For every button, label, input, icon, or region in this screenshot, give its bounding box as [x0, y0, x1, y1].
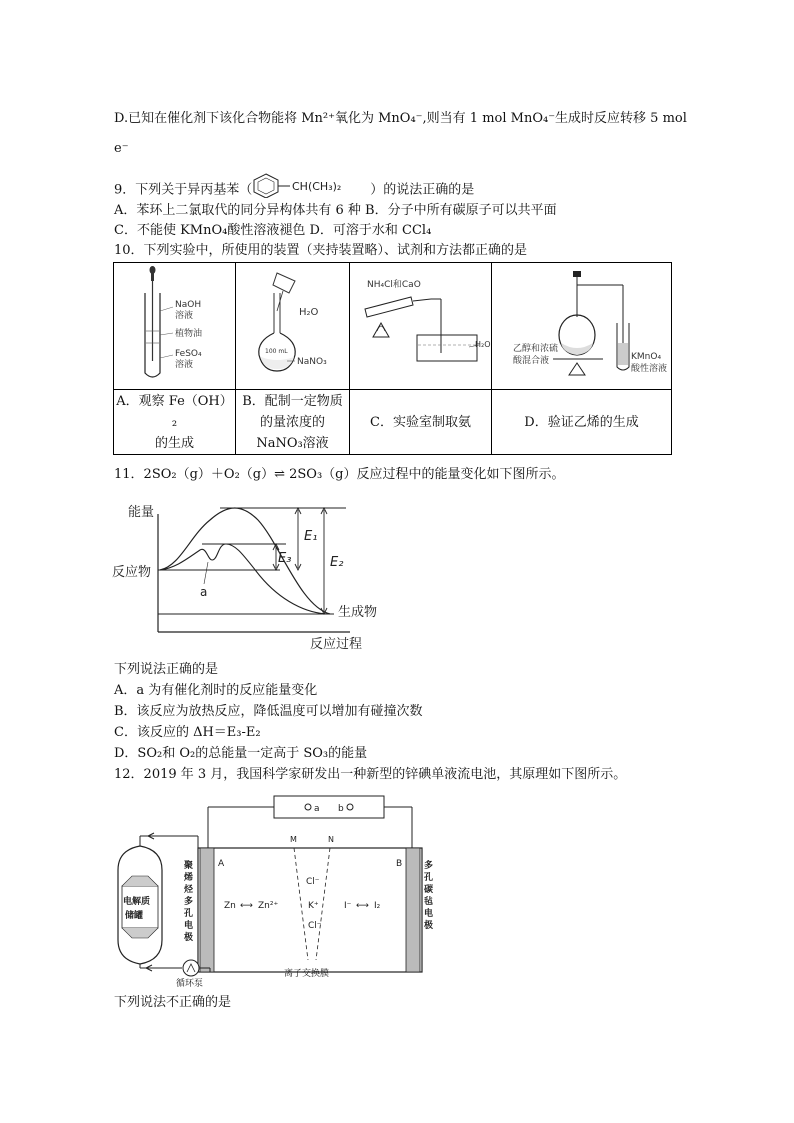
q10-caption-b-l1: B．配制一定物质	[242, 393, 343, 409]
q9-stem	[114, 178, 474, 202]
reactant-label: 反应物	[112, 565, 152, 580]
q9-stem-after: ）的说法正确的是	[370, 182, 475, 198]
q11-option-d: D．SO₂和 O₂的总能量一定高于 SO₃的能量	[114, 746, 368, 761]
q9-option-cd: C．不能使 KMnO₄酸性溶液褪色 D．可溶于水和 CCl₄	[114, 223, 432, 238]
fig-a-feso4-2: 溶液	[174, 360, 193, 370]
uncatalyzed-curve	[160, 508, 330, 614]
svg-text:⟷: ⟷	[240, 901, 253, 911]
q9-stem-before: 9．下列关于异丙基苯（	[114, 182, 253, 198]
svg-text:极: 极	[184, 933, 194, 943]
membrane-left	[294, 848, 308, 960]
q11-option-c: C．该反应的 ΔH＝E₃-E₂	[114, 725, 261, 740]
svg-text:孔: 孔	[184, 909, 194, 919]
x-axis-label: 反应过程	[310, 637, 363, 652]
fig-a-naoh-2: 溶液	[174, 311, 193, 321]
pump-label: 循环泵	[176, 979, 204, 988]
fig-b-water: H₂O	[298, 307, 318, 318]
isopropylbenzene-structure	[252, 172, 370, 196]
q8-option-d-cont: e⁻	[114, 141, 129, 156]
q10-caption-c-l1: C．实验室制取氨	[370, 414, 471, 430]
q10-caption-b-l2: 的量浓度的	[259, 414, 325, 430]
species-k: K⁺	[308, 901, 319, 911]
q11-option-a: A．a 为有催化剂时的反应能量变化	[114, 683, 318, 698]
fig-b-nano3: NaNO₃	[296, 357, 327, 367]
fig-d-mix: 乙醇和浓硫	[512, 344, 558, 354]
q10-table	[113, 262, 672, 455]
species-zn: Zn	[224, 901, 236, 911]
q10-fig-b-volumetric-flask	[237, 263, 349, 385]
svg-text:聚: 聚	[184, 861, 194, 871]
left-electrode	[200, 848, 214, 972]
q10-fig-d-cell	[492, 263, 672, 390]
svg-text:极: 极	[424, 921, 434, 931]
terminal-b: b	[338, 804, 344, 814]
q12-battery-diagram	[110, 790, 450, 988]
svg-text:孔: 孔	[424, 873, 434, 883]
q10-caption-a	[114, 390, 236, 455]
right-electrode	[406, 848, 420, 972]
svg-text:电: 电	[184, 921, 194, 931]
q9-option-ab: A．苯环上二氯取代的同分异构体共有 6 种 B．分子中所有碳原子可以共平面	[114, 203, 557, 218]
fig-d-kmno4: KMnO₄	[630, 352, 661, 362]
q10-caption-a-l1: A．观察 Fe（OH）₂	[116, 393, 233, 430]
q10-fig-d-ethylene-apparatus	[493, 263, 671, 385]
q10-caption-c	[350, 390, 492, 455]
species-cl-minus: Cl⁻	[306, 877, 320, 887]
species-iodine: I₂	[374, 901, 381, 911]
species-cl2: Cl⁻	[308, 921, 322, 931]
svg-text:电: 电	[424, 909, 434, 919]
q11-option-b: B．该反应为放热反应，降低温度可以增加有碰撞次数	[114, 704, 423, 719]
q8-option-d: D.已知在催化剂下该化合物能将 Mn²⁺氧化为 MnO₄⁻,则当有 1 mol MnO₄⁻生成时反应转移 5 mol	[114, 111, 687, 126]
tank-label-1: 电解质	[123, 897, 151, 907]
load-box	[274, 796, 384, 818]
species-zn2: Zn²⁺	[258, 901, 279, 911]
q10-caption-a-l2: 的生成	[154, 435, 194, 451]
fig-d-kmno4-2: 酸性溶液	[630, 364, 667, 374]
curve-a-label: a	[200, 585, 208, 599]
q10-fig-a-cell	[114, 263, 236, 390]
q10-fig-c-cell	[350, 263, 492, 390]
svg-text:多: 多	[424, 861, 434, 871]
pump-icon	[183, 960, 199, 976]
q11-energy-diagram	[110, 496, 400, 652]
fig-d-mix-2: 酸混合液	[512, 356, 549, 366]
product-label: 生成物	[338, 605, 378, 620]
tank-label-2: 储罐	[125, 911, 144, 921]
right-electrode-label	[423, 859, 433, 931]
q10-caption-b	[236, 390, 350, 455]
membrane-label: 离子交换膜	[284, 969, 330, 979]
q10-fig-a-test-tube	[115, 263, 235, 385]
terminal-a: a	[314, 804, 320, 814]
q10-fig-b-cell	[236, 263, 350, 390]
label-A: A	[218, 859, 225, 869]
q12-stem: 12．2019 年 3 月，我国科学家研发出一种新型的锌碘单液流电池，其原理如下图所示。	[114, 767, 627, 782]
catalyzed-curve-a	[160, 544, 330, 614]
y-axis-label: 能量	[128, 505, 155, 520]
e1-label: E₁	[304, 529, 318, 544]
svg-text:⟷: ⟷	[356, 901, 369, 911]
benzene-ring-icon	[252, 172, 370, 198]
fig-a-feso4: FeSO₄	[174, 349, 202, 359]
e2-label: E₂	[330, 555, 344, 570]
label-B: B	[396, 859, 403, 869]
q10-caption-b-l3: NaNO₃溶液	[256, 435, 329, 451]
q10-caption-d-l1: D．验证乙烯的生成	[524, 414, 639, 430]
fig-c-water: H₂O	[474, 340, 491, 349]
fig-a-oil: 植物油	[174, 329, 202, 339]
svg-text:烯: 烯	[184, 873, 194, 883]
fig-a-naoh: NaOH	[174, 300, 201, 310]
q9-struct-label: CH(CH₃)₂	[292, 180, 342, 193]
svg-text:毡: 毡	[424, 897, 434, 907]
q10-stem: 10．下列实验中，所使用的装置（夹持装置略）、试剂和方法都正确的是	[114, 243, 528, 258]
e3-label: E₃	[278, 551, 292, 566]
q11-prompt: 下列说法正确的是	[114, 662, 219, 677]
label-N: N	[328, 835, 334, 844]
svg-text:多: 多	[184, 897, 194, 907]
q12-prompt: 下列说法不正确的是	[114, 995, 232, 1010]
species-iodide: I⁻	[344, 901, 352, 911]
q11-stem: 11．2SO₂（g）＋O₂（g）⇌ 2SO₃（g）反应过程中的能量变化如下图所示。	[114, 467, 565, 482]
svg-text:碳: 碳	[424, 885, 434, 895]
fig-c-reagent: NH₄Cl和CaO	[366, 280, 421, 290]
q10-fig-c-gas-apparatus	[351, 263, 491, 385]
left-electrode-label	[183, 859, 194, 943]
fig-b-vol: 100 mL	[264, 348, 288, 355]
q10-caption-d	[492, 390, 672, 455]
label-M: M	[290, 835, 297, 844]
svg-text:烃: 烃	[184, 885, 194, 895]
